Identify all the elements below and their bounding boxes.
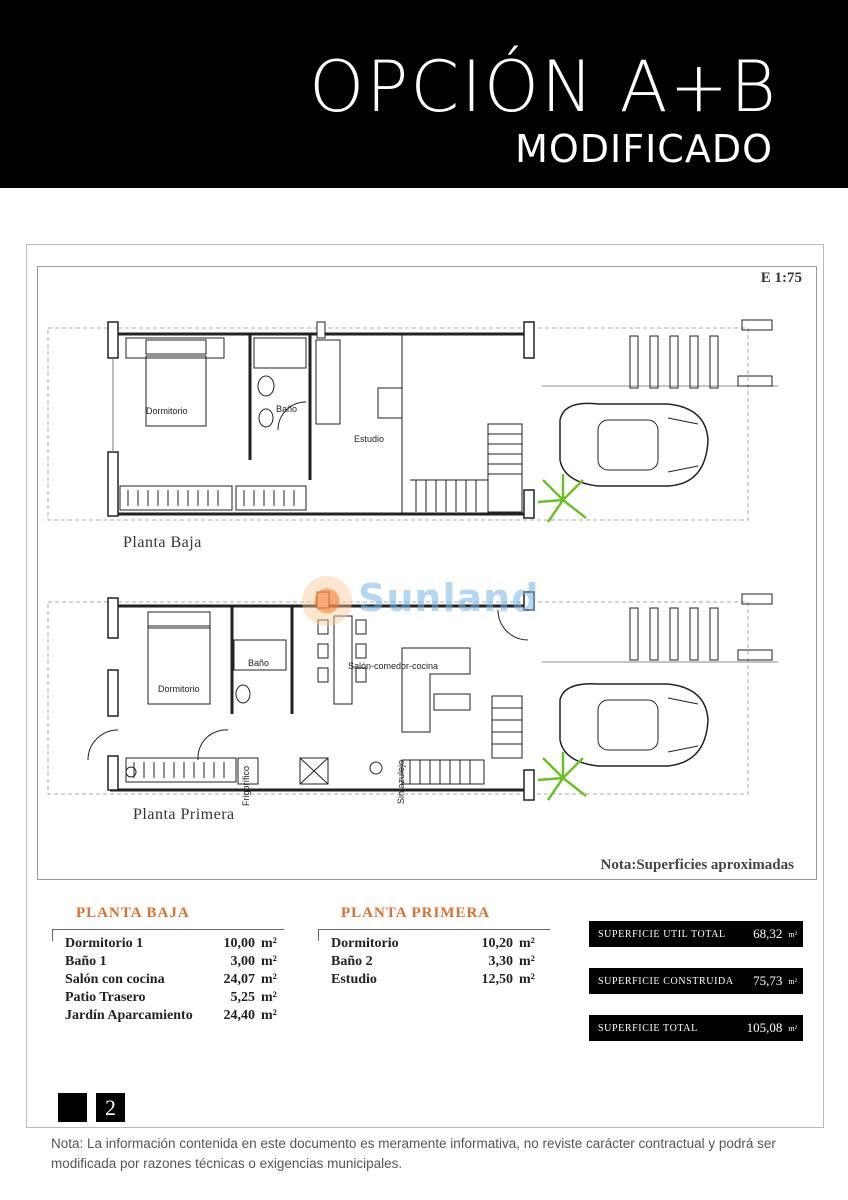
room-label-bath-first: Baño bbox=[248, 658, 270, 668]
area-row: Baño 1 3,00 m² bbox=[65, 954, 277, 969]
room-label-bedroom-first: Dormitorio bbox=[158, 684, 200, 694]
first-areas-title: PLANTA PRIMERA bbox=[341, 905, 491, 921]
total-usable-area-box: SUPERFICIE UTIL TOTAL 68,32 m² bbox=[589, 921, 803, 947]
ground-floor-title: Planta Baja bbox=[123, 534, 202, 551]
scale-label: E 1:75 bbox=[760, 270, 802, 286]
title-banner bbox=[0, 0, 848, 188]
ground-areas-title: PLANTA BAJA bbox=[76, 905, 190, 921]
page-marker bbox=[58, 1093, 87, 1122]
frame-divider bbox=[26, 1127, 824, 1128]
sunland-watermark bbox=[302, 574, 542, 630]
area-row: Jardín Aparcamiento 24,40 m² bbox=[65, 1008, 277, 1023]
total-built-area-box: SUPERFICIE CONSTRUIDA 75,73 m² bbox=[589, 968, 803, 994]
first-areas-table bbox=[331, 935, 535, 989]
ground-areas-table bbox=[65, 935, 277, 1025]
room-label-living: Salón-comedor-cocina bbox=[348, 661, 439, 671]
sun-logo-icon bbox=[302, 576, 352, 626]
room-label-tiles: Sin azulejo bbox=[396, 759, 406, 804]
ground-areas-rule bbox=[52, 929, 284, 930]
approx-area-note: Nota:Superficies aproximadas bbox=[600, 857, 794, 873]
area-row: Estudio 12,50 m² bbox=[331, 972, 535, 987]
legal-footnote: Nota: La información contenida en este documento es meramente informativa, no reviste carácter contractual y podrá ser modificada por razones técnicas o exigencias municipales. bbox=[51, 1136, 776, 1171]
area-row: Dormitorio 10,20 m² bbox=[331, 936, 535, 951]
room-label-study: Estudio bbox=[354, 434, 385, 444]
area-row: Baño 2 3,30 m² bbox=[331, 954, 535, 969]
palm-plant-icon bbox=[538, 752, 586, 800]
first-areas-tick bbox=[318, 929, 319, 941]
floor-plan-drawing bbox=[38, 300, 778, 820]
ground-areas-tick bbox=[52, 929, 53, 941]
room-label-bath-ground: Baño bbox=[276, 404, 298, 414]
room-label-fridge: Frigorífico bbox=[241, 765, 251, 806]
total-area-box: SUPERFICIE TOTAL 105,08 m² bbox=[589, 1015, 803, 1041]
watermark-text: Sunland bbox=[358, 576, 540, 620]
ground-floor-plan bbox=[48, 320, 778, 520]
room-label-bedroom-ground: Dormitorio bbox=[146, 406, 188, 416]
area-row: Dormitorio 1 10,00 m² bbox=[65, 936, 277, 951]
first-floor-title: Planta Primera bbox=[133, 806, 235, 823]
page-subtitle: MODIFICADO bbox=[515, 127, 773, 171]
area-row: Salón con cocina 24,07 m² bbox=[65, 972, 277, 987]
first-areas-rule bbox=[318, 929, 550, 930]
page-number: 2 bbox=[96, 1093, 125, 1122]
page-title: OPCIÓN A+B bbox=[309, 46, 778, 128]
area-row: Patio Trasero 5,25 m² bbox=[65, 990, 277, 1005]
